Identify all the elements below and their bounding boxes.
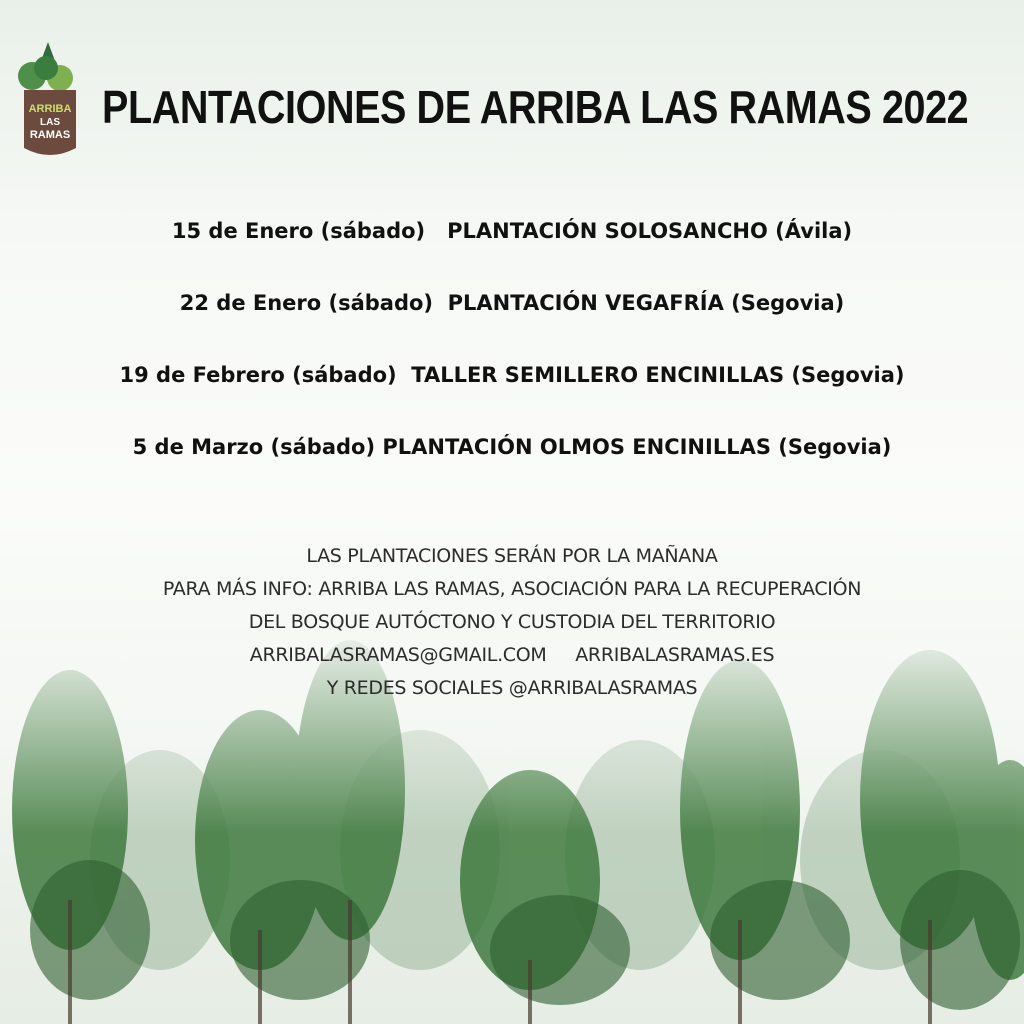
- page-title: PLANTACIONES DE ARRIBA LAS RAMAS 2022: [102, 81, 969, 133]
- header: [0, 0, 1024, 160]
- event-item: 22 de Enero (sábado) PLANTACIÓN VEGAFRÍA (Segovia): [179, 291, 845, 315]
- event-item: 19 de Febrero (sábado) TALLER SEMILLERO ENCINILLAS (Segovia): [119, 363, 905, 387]
- info-block: [0, 540, 1024, 705]
- event-item: 15 de Enero (sábado) PLANTACIÓN SOLOSANCHO (Ávila): [171, 219, 853, 243]
- event-list: [0, 210, 1024, 498]
- info-line: DEL BOSQUE AUTÓCTONO Y CUSTODIA DEL TERRITORIO: [248, 611, 776, 633]
- logo-text-2: LAS: [40, 117, 60, 128]
- contact-line[interactable]: ARRIBALASRAMAS@GMAIL.COM ARRIBALASRAMAS.ES: [249, 644, 775, 666]
- info-line: LAS PLANTACIONES SERÁN POR LA MAÑANA: [306, 545, 718, 567]
- logo-text-3: RAMAS: [29, 129, 71, 141]
- social-line: Y REDES SOCIALES @ARRIBALASRAMAS: [326, 677, 698, 699]
- logo-tree-icon: [34, 56, 58, 80]
- logo-text-1: ARRIBA: [28, 103, 72, 115]
- arriba-las-ramas-logo: [10, 40, 90, 160]
- event-item: 5 de Marzo (sábado) PLANTACIÓN OLMOS ENCINILLAS (Segovia): [132, 435, 892, 459]
- info-line: PARA MÁS INFO: ARRIBA LAS RAMAS, ASOCIACIÓN PARA LA RECUPERACIÓN: [162, 578, 862, 600]
